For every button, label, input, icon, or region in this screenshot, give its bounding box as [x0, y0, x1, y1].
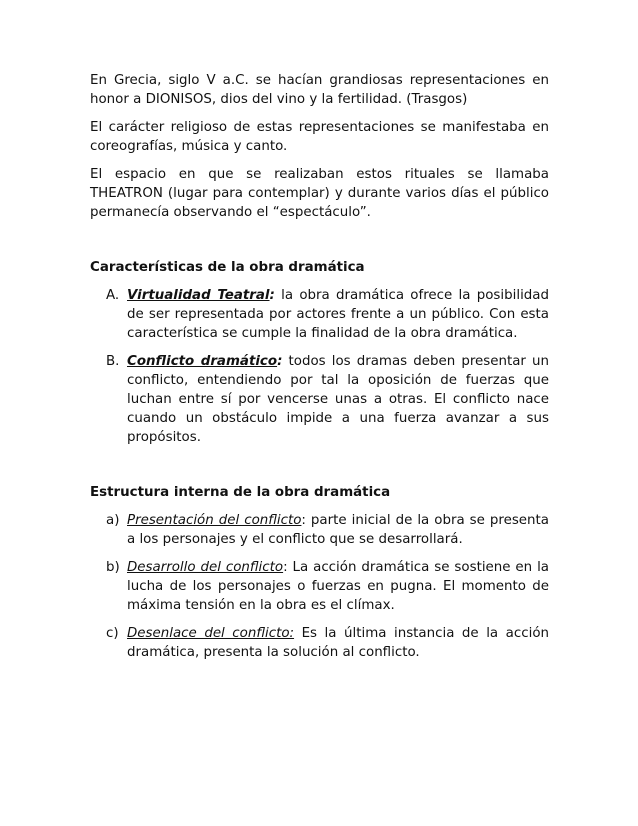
estructura-list [90, 511, 549, 662]
list-item [90, 286, 549, 343]
list-marker: c) [106, 626, 119, 641]
intro-paragraph-1: En Grecia, siglo V a.C. se hacían grandiosas representaciones en honor a DIONISOS, dios del vino y la fertilidad. (Trasgos) [90, 73, 549, 107]
list-item-text: todos los dramas deben presentar un conflicto, entendiendo por tal la oposición de fuerzas que luchan entre sí por vencerse unas a otras. El conflicto nace cuando un obstáculo impide a una fuerza avanzar a sus propósitos. [127, 354, 550, 445]
list-item-text: Es la última instancia de la acción dramática, presenta la solución al conflicto. [127, 626, 549, 660]
term-desenlace: Desenlace del conflicto: [127, 626, 295, 641]
term-colon: : [269, 288, 275, 303]
list-item-text: la obra dramática ofrece la posibilidad de ser representada por actores frente a un público. Con esta característica se cumple la finalidad de la obra dramática. [127, 288, 549, 341]
term-desarrollo: Desarrollo del conflicto [127, 560, 284, 575]
term-presentacion: Presentación del conflicto [127, 513, 302, 528]
list-marker: A. [106, 288, 120, 303]
list-item [90, 558, 549, 615]
term-conflicto-dramatico: Conflicto dramático [127, 354, 278, 369]
section-heading-caracteristicas: Características de la obra dramática [90, 260, 365, 275]
intro-paragraph-3: El espacio en que se realizaban estos rituales se llamaba THEATRON (lugar para contemplar) y durante varios días el público permanecía observando el “espectáculo”. [90, 167, 549, 220]
document-body [90, 71, 549, 671]
term-colon: : [277, 354, 283, 369]
caracteristicas-list [90, 286, 549, 447]
list-item [90, 624, 549, 662]
list-marker: B. [106, 354, 120, 369]
list-marker: b) [106, 560, 120, 575]
list-item-text: : parte inicial de la obra se presenta a los personajes y el conflicto que se desarrollará. [127, 513, 549, 547]
term-virtualidad-teatral: Virtualidad Teatral [127, 288, 270, 303]
list-marker: a) [106, 513, 120, 528]
list-item [90, 352, 549, 447]
list-item [90, 511, 549, 549]
list-item-text: : La acción dramática se sostiene en la lucha de los personajes o fuerzas en pugna. El momento de máxima tensión en la obra es el clímax. [127, 560, 549, 613]
section-heading-estructura: Estructura interna de la obra dramática [90, 485, 391, 500]
intro-paragraph-2: El carácter religioso de estas representaciones se manifestaba en coreografías, música y canto. [90, 120, 549, 154]
